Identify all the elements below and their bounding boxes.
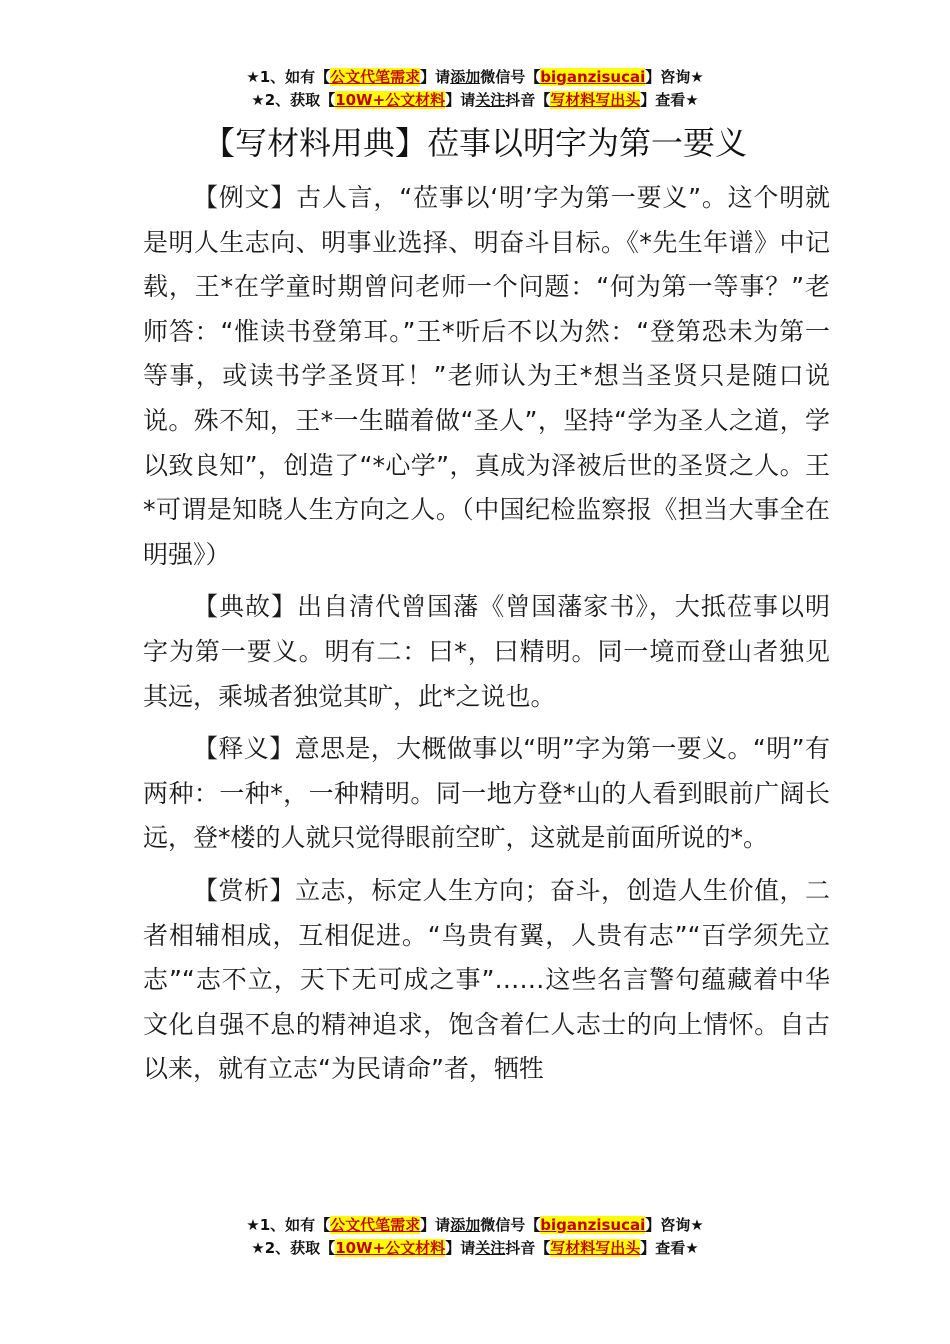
highlight-wechat-id: biganzisucai — [540, 1216, 646, 1234]
banner-line-2: ★2、获取【10W+公文材料】请关注抖音【写材料写出头】查看★ — [251, 91, 699, 109]
highlight-service: 公文代笔需求 — [330, 1216, 421, 1234]
paragraph-meaning: 【释义】意思是，大概做事以“明”字为第一要义。“明”有两种：一种*，一种精明。同一地方登*山的人看到眼前广阔长远，登*楼的人就只觉得眼前空旷，这就是前面所说的*。 — [143, 734, 830, 853]
banner-line-2: ★2、获取【10W+公文材料】请关注抖音【写材料写出头】查看★ — [251, 1239, 699, 1257]
footer-banner — [0, 1214, 950, 1260]
paragraph-example: 【例文】古人言，“莅事以‘明’字为第一要义”。这个明就是明人生志向、明事业选择、明奋斗目标。《*先生年谱》中记载，王*在学童时期曾问老师一个问题：“何为第一等事？”老师答：“惟读书登第耳。”王*听后不以为然：“登第恐未为第一等事，或读书学圣贤耳！”老师认为王*想当圣贤只是随口说说。殊不知，王*一生瞄着做“圣人”，坚持“学为圣人之道，学以致良知”，创造了“*心学”，真成为泽被后世的圣贤之人。王*可谓是知晓人生方向之人。（中国纪检监察报《担当大事全在明强》） — [143, 183, 830, 569]
highlight-materials: 10W+公文材料 — [335, 1239, 446, 1257]
highlight-douyin: 写材料写出头 — [550, 1239, 641, 1257]
highlight-materials: 10W+公文材料 — [335, 91, 446, 109]
banner-line-1: ★1、如有【公文代笔需求】请添加微信号【biganzisucai】咨询★ — [246, 68, 704, 86]
header-banner — [0, 66, 950, 112]
highlight-service: 公文代笔需求 — [330, 68, 421, 86]
page-title: 【写材料用典】莅事以明字为第一要义 — [202, 124, 747, 162]
highlight-wechat-id: biganzisucai — [540, 68, 646, 86]
highlight-douyin: 写材料写出头 — [550, 91, 641, 109]
banner-line-1: ★1、如有【公文代笔需求】请添加微信号【biganzisucai】咨询★ — [246, 1216, 704, 1234]
paragraph-allusion: 【典故】出自清代曾国藩《曾国藩家书》，大抵莅事以明字为第一要义。明有二：曰*，曰精明。同一境而登山者独见其远，乘城者独觉其旷，此*之说也。 — [143, 592, 830, 711]
article-body — [143, 176, 830, 1100]
paragraph-appreciation: 【赏析】立志，标定人生方向；奋斗，创造人生价值，二者相辅相成，互相促进。“鸟贵有翼，人贵有志”“百学须先立志”“志不立，天下无可成之事”……这些名言警句蕴藏着中华文化自强不息的精神追求，饱含着仁人志士的向上情怀。自古以来，就有立志“为民请命”者，牺牲 — [143, 875, 830, 1084]
